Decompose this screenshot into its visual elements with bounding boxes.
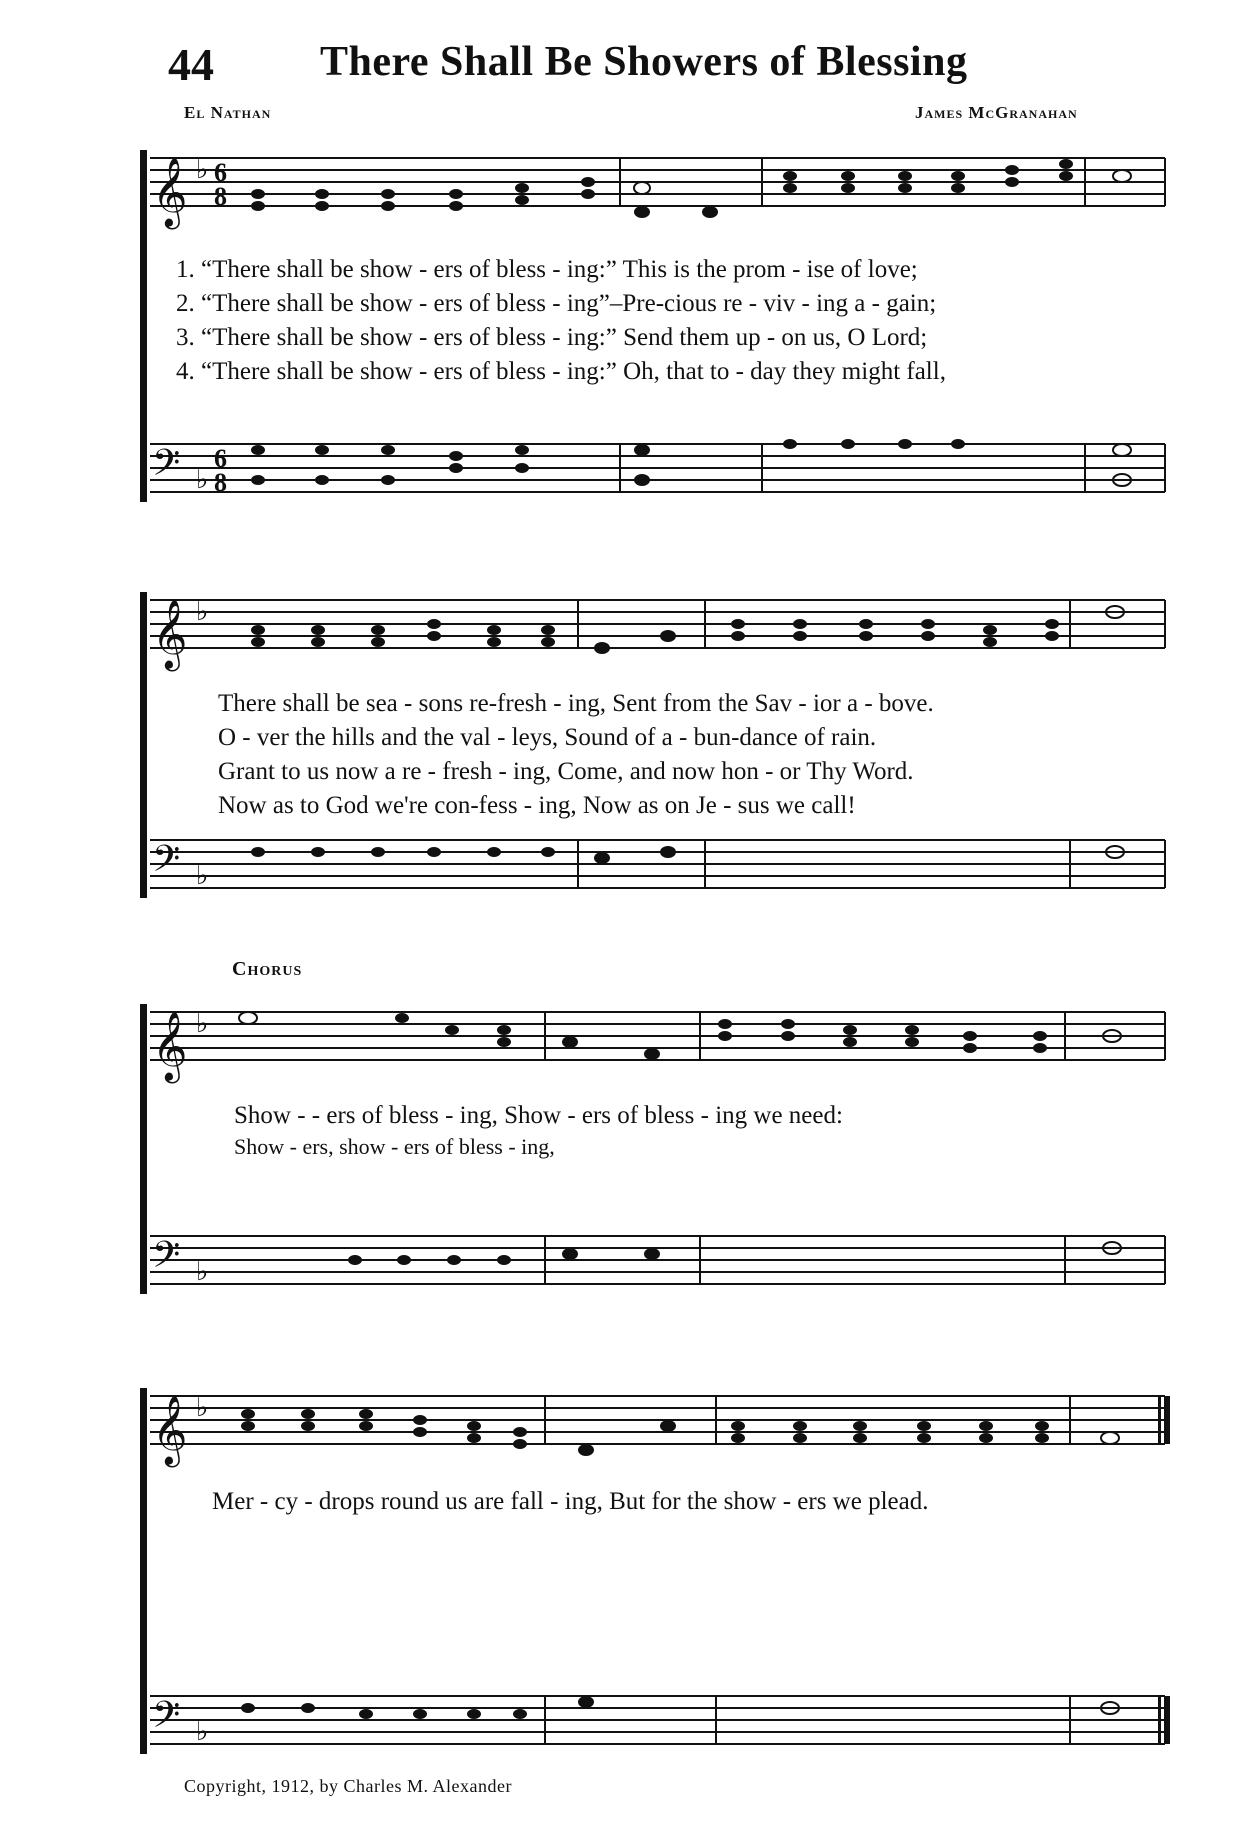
- svg-text:6: 6: [214, 158, 227, 187]
- svg-text:♭: ♭: [196, 465, 209, 495]
- svg-text:♭: ♭: [196, 1257, 209, 1287]
- svg-text:𝄞: 𝄞: [152, 1395, 188, 1465]
- svg-text:♭: ♭: [196, 597, 209, 627]
- composer-credit: James McGranahan: [915, 103, 1078, 122]
- bass-staff-2: [150, 840, 1165, 888]
- svg-text:6: 6: [214, 444, 227, 473]
- hymn-title: There Shall Be Showers of Blessing: [320, 39, 968, 85]
- svg-text:𝄞: 𝄞: [152, 599, 188, 669]
- svg-text:𝄢: 𝄢: [152, 1234, 181, 1285]
- svg-text:8: 8: [214, 182, 227, 211]
- final-barlines: [1158, 1396, 1170, 1744]
- verse-3-line-2: Grant to us now a re - fresh - ing, Come, and now hon - or Thy Word.: [218, 758, 914, 785]
- svg-text:𝄢: 𝄢: [152, 1694, 181, 1745]
- verse-4-line-2: Now as to God we're con-fess - ing, Now as on Je - sus we call!: [218, 792, 856, 819]
- svg-text:♭: ♭: [196, 155, 209, 185]
- system-brackets: [140, 150, 147, 1754]
- key-signature-flats: [196, 155, 208, 1747]
- treble-staff-4: [150, 1396, 1165, 1444]
- chorus-line-1-bass-echo: Show - ers, show - ers of bless - ing,: [234, 1134, 555, 1159]
- svg-text:8: 8: [214, 468, 227, 497]
- svg-text:♭: ♭: [196, 1717, 209, 1747]
- treble-staff-2: [150, 600, 1165, 648]
- noteheads-system-1: [251, 159, 1131, 218]
- svg-text:𝄢: 𝄢: [152, 442, 181, 493]
- verse-3-line-1: 3. “There shall be show - ers of bless - ing:” Send them up - on us, O Lord;: [176, 324, 928, 351]
- verse-2-line-1: 2. “There shall be show - ers of bless - ing”–Pre-cious re - viv - ing a - gain;: [176, 290, 937, 317]
- svg-text:𝄞: 𝄞: [152, 1011, 188, 1081]
- svg-text:𝄞: 𝄞: [152, 157, 188, 227]
- noteheads-system-2: [251, 606, 1124, 654]
- chorus-label: Chorus: [232, 958, 303, 980]
- copyright-notice: Copyright, 1912, by Charles M. Alexander: [184, 1776, 512, 1796]
- hymn-number: 44: [168, 39, 214, 90]
- svg-text:♭: ♭: [196, 1009, 209, 1039]
- chorus-line-1: Show - - ers of bless - ing, Show - ers of bless - ing we need:: [234, 1102, 843, 1129]
- svg-text:♭: ♭: [196, 861, 209, 891]
- chorus-line-2: Mer - cy - drops round us are fall - ing, But for the show - ers we plead.: [212, 1488, 929, 1515]
- svg-text:♭: ♭: [196, 1393, 209, 1423]
- bass-staff-1: [150, 444, 1165, 492]
- verse-1-line-1: 1. “There shall be show - ers of bless - ing:” This is the prom - ise of love;: [176, 256, 918, 283]
- bass-staff-3: [150, 1236, 1165, 1284]
- verse-4-line-1: 4. “There shall be show - ers of bless - ing:” Oh, that to - day they might fall,: [176, 358, 946, 385]
- verse-1-line-2: There shall be sea - sons re-fresh - ing, Sent from the Sav - ior a - bove.: [218, 690, 934, 717]
- verse-2-line-2: O - ver the hills and the val - leys, Sound of a - bun-dance of rain.: [218, 724, 877, 751]
- svg-text:𝄢: 𝄢: [152, 838, 181, 889]
- bass-staff-4: [150, 1696, 1165, 1744]
- lyricist-credit: El Nathan: [184, 103, 272, 122]
